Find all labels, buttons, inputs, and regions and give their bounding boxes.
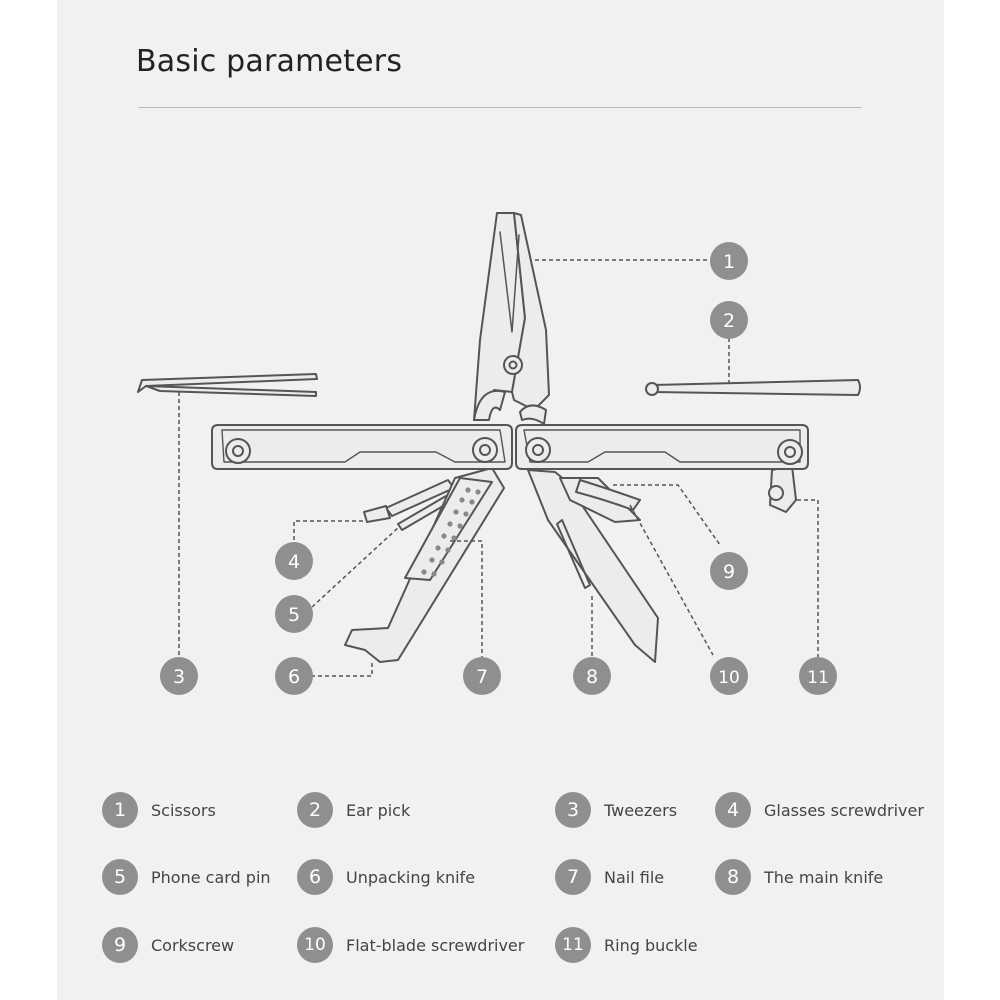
callout-3 [160, 657, 198, 695]
callout-4 [275, 542, 313, 580]
callout-6 [275, 657, 313, 695]
legend-badge: 8 [715, 859, 751, 895]
legend-badge: 11 [555, 927, 591, 963]
legend-item-scissors [102, 790, 216, 830]
legend-badge: 5 [102, 859, 138, 895]
legend-item-main-knife [715, 857, 883, 897]
callout-6-label: 6 [287, 666, 301, 688]
legend-label: Corkscrew [151, 935, 235, 955]
legend-badge: 6 [297, 859, 333, 895]
page-title: Basic parameters [136, 44, 403, 79]
legend-badge: 7 [555, 859, 591, 895]
legend-label: The main knife [764, 867, 884, 887]
callout-5-label: 5 [287, 604, 301, 626]
callout-11 [799, 657, 837, 695]
left-tools-illustration [345, 468, 504, 662]
left-handle-illustration [212, 425, 512, 469]
legend-badge: 9 [102, 927, 138, 963]
callout-10-label: 10 [718, 668, 740, 688]
legend-item-flat-blade-screwdriver [297, 925, 524, 965]
right-handle-illustration [516, 425, 808, 469]
legend-item-corkscrew [102, 925, 234, 965]
callout-9 [710, 552, 748, 590]
callout-2-label: 2 [722, 310, 736, 332]
legend-label: Phone card pin [151, 867, 271, 887]
legend-badge: 1 [102, 792, 138, 828]
callout-11-label: 11 [807, 668, 829, 688]
legend-item-glasses-screwdriver [715, 790, 924, 830]
legend-item-ring-buckle [555, 925, 698, 965]
callout-2 [710, 301, 748, 339]
legend-item-unpacking-knife [297, 857, 475, 897]
legend-badge: 3 [555, 792, 591, 828]
legend-label: Nail file [604, 867, 665, 887]
callout-8-label: 8 [585, 666, 599, 688]
legend-label: Tweezers [604, 800, 678, 820]
legend-item-ear-pick [297, 790, 410, 830]
legend-item-tweezers [555, 790, 677, 830]
legend-label: Scissors [151, 800, 216, 820]
callout-3-label: 3 [172, 666, 186, 688]
callout-7 [463, 657, 501, 695]
callout-1-label: 1 [722, 251, 736, 273]
callout-10 [710, 657, 748, 695]
callout-8 [573, 657, 611, 695]
legend-badge: 2 [297, 792, 333, 828]
legend-badge: 4 [715, 792, 751, 828]
right-tools-illustration [528, 466, 796, 662]
ear-pick-illustration [646, 380, 860, 395]
callout-5 [275, 595, 313, 633]
legend-label: Glasses screwdriver [764, 800, 924, 820]
callout-4-label: 4 [287, 551, 301, 573]
legend-label: Ear pick [346, 800, 411, 820]
scissors-illustration [474, 213, 549, 424]
legend-badge: 10 [297, 927, 333, 963]
legend-label: Unpacking knife [346, 867, 476, 887]
callout-9-label: 9 [722, 561, 736, 583]
tweezers-illustration [138, 374, 317, 396]
legend-item-nail-file [555, 857, 664, 897]
legend-label: Ring buckle [604, 935, 698, 955]
callout-7-label: 7 [475, 666, 489, 688]
legend-item-phone-card-pin [102, 857, 271, 897]
callout-1 [710, 242, 748, 280]
legend-label: Flat-blade screwdriver [346, 935, 525, 955]
